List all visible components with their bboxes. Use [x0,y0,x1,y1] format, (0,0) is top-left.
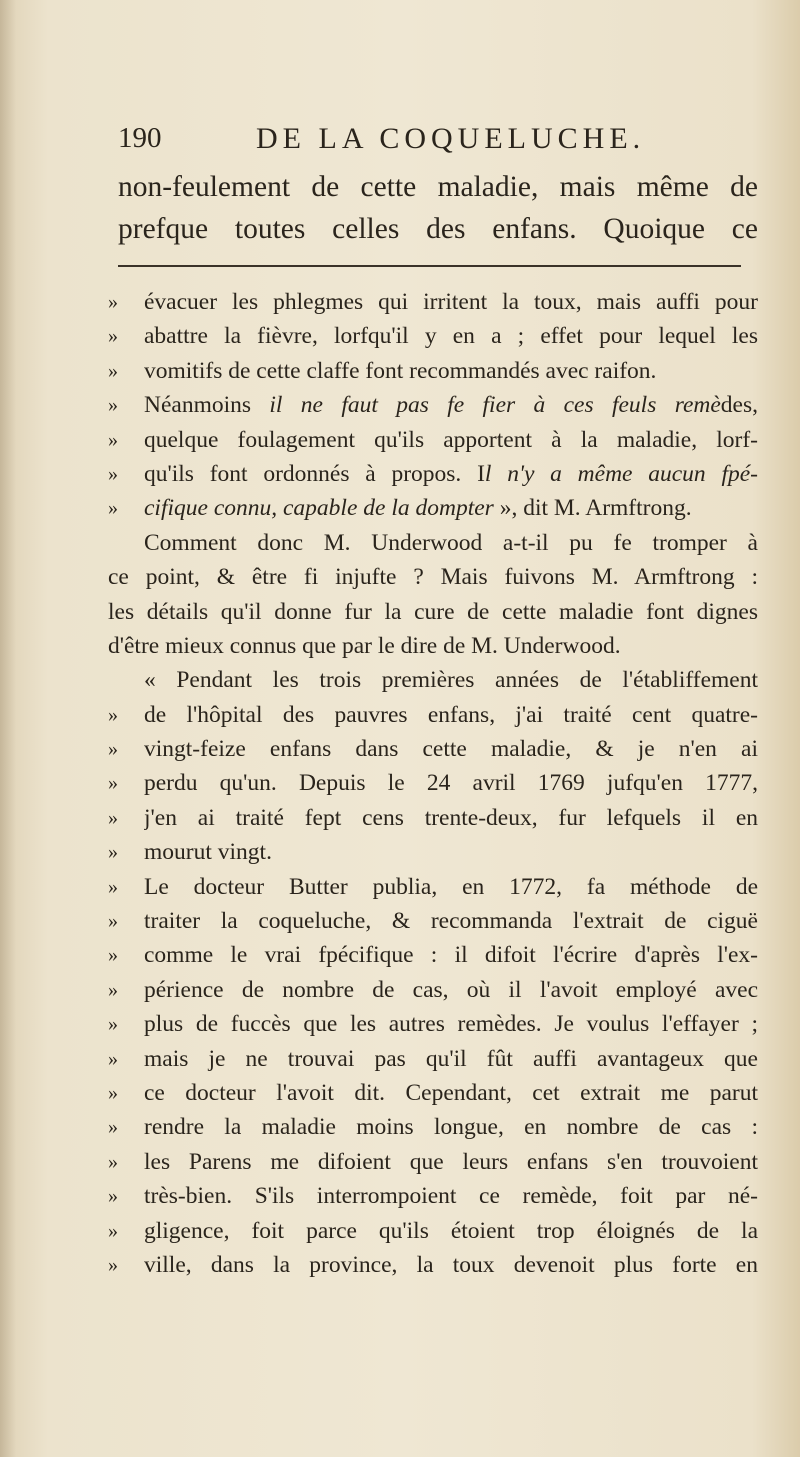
running-header [118,122,758,170]
text-line [108,354,758,388]
quote-mark: » [108,1013,118,1036]
line-text: perdu qu'un. Depuis le 24 avril 1769 jufqu'en 1777, [144,770,758,797]
quote-mark: » [108,738,118,761]
quote-mark: » [108,325,118,348]
line-text: plus de fuccès que les autres remèdes. Je voulus l'effayer ; [144,1011,758,1038]
line-text: de l'hôpital des pauvres enfans, j'ai traité cent quatre- [144,701,758,728]
text-line [108,423,758,457]
line-text: périence de nombre de cas, où il l'avoit employé avec [144,976,758,1003]
quote-mark: » [108,1253,118,1276]
text-line [108,973,758,1007]
text-line [108,663,758,697]
quote-mark: » [108,359,118,382]
footnote-rule [118,265,741,267]
lead-paragraph [118,166,758,250]
quote-mark: » [108,428,118,451]
text-line [108,560,758,594]
text-line [108,285,758,319]
text-line [108,1076,758,1110]
quote-mark: » [108,394,118,417]
quote-mark: » [108,703,118,726]
line-text: Le docteur Butter publia, en 1772, fa méthode de [144,873,758,900]
line-text: les Parens me difoient que leurs enfans s'en trouvoient [144,1148,758,1175]
quote-mark: » [108,1047,118,1070]
quote-mark: » [108,772,118,795]
line-text: cifique connu, capable de la dompter », dit M. Armftrong. [144,495,692,522]
line-text: gligence, foit parce qu'ils étoient trop éloignés de la [144,1217,758,1244]
page-number: 190 [118,122,162,154]
page-edge-shadow [0,0,16,1457]
line-text: les détails qu'il donne fur la cure de cette maladie font dignes [108,598,758,625]
quote-mark: » [108,978,118,1001]
quote-mark: » [108,1081,118,1104]
line-text: très-bien. S'ils interrompoient ce remède, foit par né- [144,1183,758,1210]
line-text: Néanmoins il ne faut pas fe fier à ces feuls remèdes, [144,392,758,419]
text-line [108,766,758,800]
line-text: quelque foulagement qu'ils apportent à la maladie, lorf- [144,426,758,453]
text-line [108,698,758,732]
text-line [108,732,758,766]
quote-mark: » [108,1185,118,1208]
text-line [108,1248,758,1282]
text-line [108,1179,758,1213]
text-line [108,835,758,869]
text-line [108,904,758,938]
text-line [108,801,758,835]
line-text: Comment donc M. Underwood a-t-il pu fe tromper à [144,529,758,556]
lead-line: prefque toutes celles des enfans. Quoique ce [118,213,758,245]
text-line [108,319,758,353]
text-line [108,1042,758,1076]
text-line [108,938,758,972]
text-line [108,1007,758,1041]
line-text: ce docteur l'avoit dit. Cependant, cet extrait me parut [144,1079,758,1106]
text-line [108,526,758,560]
text-line [108,1110,758,1144]
running-title: DE LA COQUELUCHE. [256,122,646,155]
line-text: j'en ai traité fept cens trente-deux, fur lefquels il en [144,804,758,831]
quote-mark: » [108,875,118,898]
quote-mark: » [108,944,118,967]
text-line [108,595,758,629]
line-text: évacuer les phlegmes qui irritent la toux, mais auffi pour [144,289,758,315]
quote-mark: » [108,1219,118,1242]
quote-mark: » [108,841,118,864]
line-text: vingt-feize enfans dans cette maladie, & je n'en ai [144,736,758,763]
line-text: ce point, & être fi injufte ? Mais fuivons M. Armftrong : [108,564,758,591]
quote-mark: » [108,806,118,829]
line-text: rendre la maladie moins longue, en nombre de cas : [144,1114,758,1141]
quote-mark: » [108,497,118,520]
text-line [108,457,758,491]
text-line [108,388,758,422]
line-text: ville, dans la province, la toux devenoit plus forte en [144,1251,758,1278]
line-text: mais je ne trouvai pas qu'il fût auffi avantageux que [144,1045,758,1072]
quote-mark: » [108,462,118,485]
text-line [108,1145,758,1179]
text-line [108,870,758,904]
lead-line: non-feulement de cette maladie, mais même de [118,171,758,203]
line-text: comme le vrai fpécifique : il difoit l'écrire d'après l'ex- [144,942,758,969]
line-text: abattre la fièvre, lorfqu'il y en a ; effet pour lequel les [144,323,758,350]
line-text: « Pendant les trois premières années de l'établiffement [144,667,758,694]
quote-mark: » [108,910,118,933]
text-line [108,491,758,525]
line-text: qu'ils font ordonnés à propos. Il n'y a même aucun fpé- [144,460,758,487]
quote-mark: » [108,291,118,313]
text-line [108,1214,758,1248]
quote-mark: » [108,1116,118,1139]
line-text: d'être mieux connus que par le dire de M. Underwood. [108,632,621,659]
line-text: mourut vingt. [144,839,272,866]
footnote-text [108,285,758,1282]
line-text: vomitifs de cette claffe font recommandés avec raifon. [144,357,657,384]
line-text: traiter la coqueluche, & recommanda l'extrait de ciguë [144,908,758,935]
quote-mark: » [108,1150,118,1173]
text-line [108,629,758,663]
